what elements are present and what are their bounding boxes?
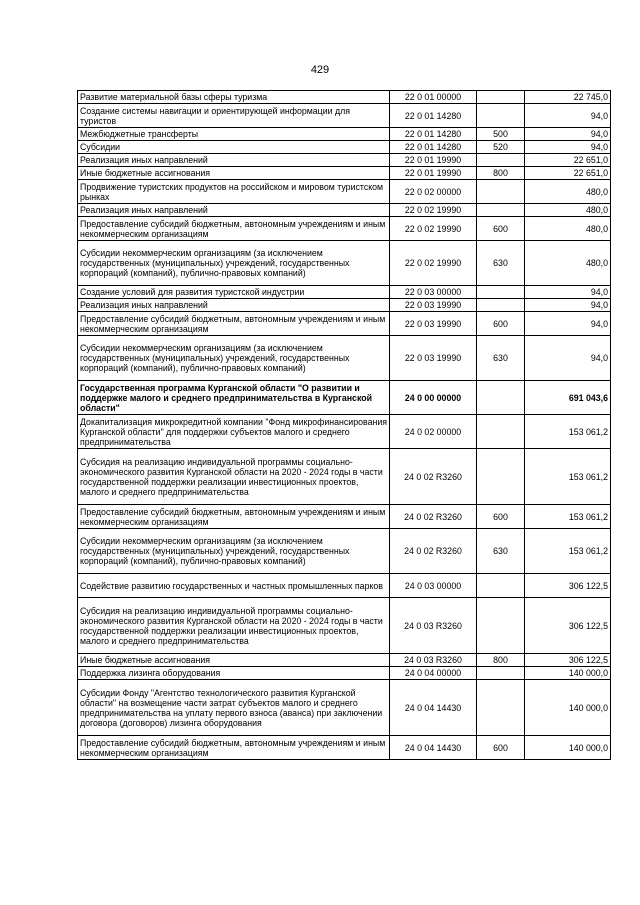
cell-expense-type xyxy=(477,104,525,128)
cell-expense-type xyxy=(477,680,525,736)
table-row xyxy=(78,154,611,167)
table-row xyxy=(78,286,611,299)
cell-amount: 94,0 xyxy=(525,141,611,154)
cell-code: 24 0 03 00000 xyxy=(390,574,477,598)
table-row xyxy=(78,180,611,204)
cell-expense-type xyxy=(477,667,525,680)
cell-code: 24 0 04 14430 xyxy=(390,680,477,736)
cell-expense-type: 630 xyxy=(477,336,525,381)
cell-name: Субсидии xyxy=(78,141,390,154)
cell-amount: 94,0 xyxy=(525,299,611,312)
cell-name: Продвижение туристских продуктов на российском и мировом туристском рынках xyxy=(78,180,390,204)
table-row xyxy=(78,381,611,415)
table-row xyxy=(78,241,611,286)
budget-table xyxy=(77,90,611,760)
cell-name: Реализация иных направлений xyxy=(78,299,390,312)
cell-code: 22 0 01 00000 xyxy=(390,91,477,104)
table-row xyxy=(78,299,611,312)
cell-expense-type xyxy=(477,180,525,204)
page-number: 429 xyxy=(310,64,330,76)
cell-amount: 153 061,2 xyxy=(525,505,611,529)
cell-code: 24 0 00 00000 xyxy=(390,381,477,415)
cell-name: Содействие развитию государственных и частных промышленных парков xyxy=(78,574,390,598)
cell-name: Поддержка лизинга оборудования xyxy=(78,667,390,680)
cell-amount: 94,0 xyxy=(525,104,611,128)
cell-amount: 94,0 xyxy=(525,286,611,299)
table-row xyxy=(78,312,611,336)
cell-code: 24 0 02 R3260 xyxy=(390,505,477,529)
table-row xyxy=(78,204,611,217)
budget-table-body xyxy=(78,91,611,760)
cell-amount: 153 061,2 xyxy=(525,529,611,574)
cell-name: Предоставление субсидий бюджетным, автономным учреждениям и иным некоммерческим организациям xyxy=(78,217,390,241)
cell-amount: 140 000,0 xyxy=(525,680,611,736)
table-row xyxy=(78,680,611,736)
cell-code: 22 0 03 19990 xyxy=(390,336,477,381)
cell-name: Предоставление субсидий бюджетным, автономным учреждениям и иным некоммерческим организациям xyxy=(78,505,390,529)
cell-amount: 140 000,0 xyxy=(525,736,611,760)
cell-expense-type xyxy=(477,574,525,598)
cell-expense-type: 600 xyxy=(477,217,525,241)
cell-expense-type: 600 xyxy=(477,505,525,529)
cell-expense-type: 800 xyxy=(477,167,525,180)
cell-code: 22 0 02 19990 xyxy=(390,204,477,217)
cell-amount: 94,0 xyxy=(525,312,611,336)
cell-name: Субсидии Фонду "Агентство технологического развития Курганской области" на возмещение части затрат субъектов малого и среднего предпринимательства на уплату первого взноса (аванса) при заключении договора (договоров) лизинга оборудования xyxy=(78,680,390,736)
table-row xyxy=(78,415,611,449)
cell-code: 22 0 01 19990 xyxy=(390,154,477,167)
table-row xyxy=(78,574,611,598)
table-row xyxy=(78,217,611,241)
cell-expense-type: 630 xyxy=(477,241,525,286)
cell-code: 22 0 01 14280 xyxy=(390,128,477,141)
cell-name: Субсидия на реализацию индивидуальной программы социально-экономического развития Курганской области на 2020 - 2024 годы в части государственной поддержки реализации инвестиционных проектов, малого и среднего предпринимательства xyxy=(78,449,390,505)
table-row xyxy=(78,167,611,180)
table-row xyxy=(78,654,611,667)
cell-amount: 306 122,5 xyxy=(525,598,611,654)
cell-amount: 94,0 xyxy=(525,336,611,381)
cell-code: 22 0 01 14280 xyxy=(390,104,477,128)
cell-name: Субсидия на реализацию индивидуальной программы социально-экономического развития Курганской области на 2020 - 2024 годы в части государственной поддержки реализации инвестиционных проектов, малого и среднего предпринимательства xyxy=(78,598,390,654)
table-row xyxy=(78,91,611,104)
cell-code: 24 0 03 R3260 xyxy=(390,598,477,654)
cell-expense-type: 520 xyxy=(477,141,525,154)
cell-name: Создание условий для развития туристской индустрии xyxy=(78,286,390,299)
cell-amount: 153 061,2 xyxy=(525,449,611,505)
cell-amount: 480,0 xyxy=(525,217,611,241)
cell-name: Иные бюджетные ассигнования xyxy=(78,167,390,180)
table-row xyxy=(78,128,611,141)
cell-expense-type: 600 xyxy=(477,312,525,336)
cell-name: Субсидии некоммерческим организациям (за исключением государственных (муниципальных) учреждений, государственных корпораций (компаний), публично-правовых компаний) xyxy=(78,529,390,574)
table-row xyxy=(78,667,611,680)
cell-expense-type xyxy=(477,286,525,299)
cell-code: 22 0 01 19990 xyxy=(390,167,477,180)
cell-name: Создание системы навигации и ориентирующей информации для туристов xyxy=(78,104,390,128)
table-row xyxy=(78,505,611,529)
cell-name: Иные бюджетные ассигнования xyxy=(78,654,390,667)
cell-name: Развитие материальной базы сферы туризма xyxy=(78,91,390,104)
cell-expense-type xyxy=(477,449,525,505)
cell-code: 22 0 03 00000 xyxy=(390,286,477,299)
cell-name: Докапитализация микрокредитной компании "Фонд микрофинансирования Курганской области" для поддержки субъектов малого и среднего предпринимательства xyxy=(78,415,390,449)
cell-code: 22 0 02 19990 xyxy=(390,217,477,241)
cell-code: 22 0 02 19990 xyxy=(390,241,477,286)
cell-amount: 94,0 xyxy=(525,128,611,141)
cell-amount: 480,0 xyxy=(525,204,611,217)
cell-code: 22 0 02 00000 xyxy=(390,180,477,204)
cell-code: 24 0 02 R3260 xyxy=(390,529,477,574)
cell-amount: 153 061,2 xyxy=(525,415,611,449)
cell-amount: 480,0 xyxy=(525,241,611,286)
table-row xyxy=(78,104,611,128)
cell-amount: 22 651,0 xyxy=(525,154,611,167)
cell-name: Межбюджетные трансферты xyxy=(78,128,390,141)
cell-code: 22 0 03 19990 xyxy=(390,312,477,336)
cell-amount: 691 043,6 xyxy=(525,381,611,415)
cell-name: Государственная программа Курганской области "О развитии и поддержке малого и среднего предпринимательства в Курганской области" xyxy=(78,381,390,415)
cell-code: 22 0 03 19990 xyxy=(390,299,477,312)
cell-amount: 22 651,0 xyxy=(525,167,611,180)
cell-code: 22 0 01 14280 xyxy=(390,141,477,154)
cell-expense-type: 500 xyxy=(477,128,525,141)
cell-name: Предоставление субсидий бюджетным, автономным учреждениям и иным некоммерческим организациям xyxy=(78,312,390,336)
cell-expense-type xyxy=(477,204,525,217)
cell-name: Реализация иных направлений xyxy=(78,154,390,167)
cell-amount: 306 122,5 xyxy=(525,654,611,667)
cell-expense-type xyxy=(477,415,525,449)
table-row xyxy=(78,141,611,154)
cell-expense-type xyxy=(477,598,525,654)
cell-code: 24 0 04 00000 xyxy=(390,667,477,680)
cell-expense-type: 800 xyxy=(477,654,525,667)
table-row xyxy=(78,736,611,760)
cell-amount: 306 122,5 xyxy=(525,574,611,598)
cell-expense-type xyxy=(477,154,525,167)
cell-expense-type: 630 xyxy=(477,529,525,574)
table-row xyxy=(78,336,611,381)
table-row xyxy=(78,449,611,505)
table-row xyxy=(78,529,611,574)
cell-amount: 140 000,0 xyxy=(525,667,611,680)
cell-expense-type xyxy=(477,381,525,415)
cell-code: 24 0 02 R3260 xyxy=(390,449,477,505)
cell-code: 24 0 04 14430 xyxy=(390,736,477,760)
cell-expense-type xyxy=(477,299,525,312)
cell-name: Реализация иных направлений xyxy=(78,204,390,217)
cell-expense-type xyxy=(477,91,525,104)
cell-name: Субсидии некоммерческим организациям (за исключением государственных (муниципальных) учреждений, государственных корпораций (компаний), публично-правовых компаний) xyxy=(78,241,390,286)
cell-name: Предоставление субсидий бюджетным, автономным учреждениям и иным некоммерческим организациям xyxy=(78,736,390,760)
cell-expense-type: 600 xyxy=(477,736,525,760)
cell-amount: 22 745,0 xyxy=(525,91,611,104)
cell-code: 24 0 03 R3260 xyxy=(390,654,477,667)
cell-code: 24 0 02 00000 xyxy=(390,415,477,449)
table-row xyxy=(78,598,611,654)
cell-name: Субсидии некоммерческим организациям (за исключением государственных (муниципальных) учреждений, государственных корпораций (компаний), публично-правовых компаний) xyxy=(78,336,390,381)
cell-amount: 480,0 xyxy=(525,180,611,204)
